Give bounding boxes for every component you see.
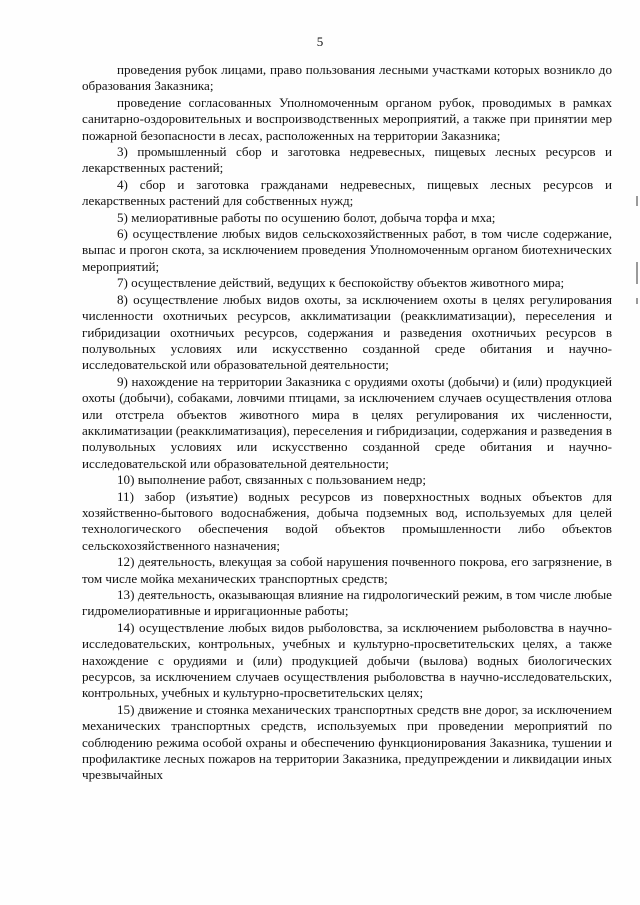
paragraph: 3) промышленный сбор и заготовка недревесных, пищевых лесных ресурсов и лекарственных растений; xyxy=(82,144,612,176)
paragraph: 4) сбор и заготовка гражданами недревесных, пищевых лесных ресурсов и лекарственных растений для собственных нужд; xyxy=(82,176,612,209)
paragraph: 13) деятельность, оказывающая влияние на гидрологический режим, в том числе любые гидромелиоративные и ирригационные работы; xyxy=(82,587,612,619)
paragraph: 8) осуществление любых видов охоты, за исключением охоты в целях регулирования численности охотничьих ресурсов, акклиматизации (реакклиматизации), переселения и гибридизации охотничьих ресурсов, содержания и разведения охотничьих ресурсов в полувольных условиях или искусственно созданной среде обитания и научно-исследовательской или образовательной деятельности; xyxy=(82,291,612,373)
paragraph: 14) осуществление любых видов рыболовства, за исключением рыболовства в научно-исследовательских, контрольных, учебных и культурно-просветительских целях, а также нахождение с орудиями и (или) продукцией добычи (вылова) водных биологических ресурсов, за исключением случаев осуществления рыболовства в научно-исследовательских, контрольных, учебных и культурно-просветительских целях; xyxy=(82,619,612,701)
scan-edge-mark xyxy=(636,262,638,284)
paragraph: 11) забор (изъятие) водных ресурсов из поверхностных водных объектов для хозяйственно-бытового водоснабжения, добыча подземных вод, используемых для целей технологического обеспечения водой объектов промышленности либо объектов сельскохозяйственного назначения; xyxy=(82,488,612,553)
paragraph: 10) выполнение работ, связанных с пользованием недр; xyxy=(117,472,426,488)
paragraph: проведения рубок лицами, право пользования лесными участками которых возникло до образования Заказника; xyxy=(82,62,612,94)
paragraph: 6) осуществление любых видов сельскохозяйственных работ, в том числе содержание, выпас и прогон скота, за исключением проведения Уполномоченным органом биотехнических мероприятий; xyxy=(82,226,612,274)
paragraph: 15) движение и стоянка механических транспортных средств вне дорог, за исключением механических транспортных средств, используемых при проведении мероприятий по соблюдению режима особой охраны и обеспечению функционирования Заказника, тушении и профилактике лесных пожаров на территории Заказника, предупреждении и ликвидации иных чрезвычайных xyxy=(82,701,612,783)
scan-edge-mark xyxy=(636,298,638,304)
scan-edge-mark xyxy=(636,196,638,206)
paragraph: 5) мелиоративные работы по осушению болот, добыча торфа и мха; xyxy=(117,209,496,225)
paragraph: 9) нахождение на территории Заказника с орудиями охоты (добычи) и (или) продукцией охоты (добычи), собаками, ловчими птицами, за исключением случаев осуществления отлова или отстрела объектов животного мира в целях регулирования их численности, акклиматизации (реакклиматизация), переселения и гибридизации, содержания и разведения в полувольных условиях или искусственно созданной среде обитания и научно-исследовательской или образовательной деятельности; xyxy=(82,373,612,471)
page-number: 5 xyxy=(316,34,324,49)
paragraph: проведение согласованных Уполномоченным органом рубок, проводимых в рамках санитарно-оздоровительных и воспроизводственных мероприятий, а также при принятии мер пожарной безопасности в лесах, расположенных на территории Заказника; xyxy=(82,94,612,143)
paragraph: 12) деятельность, влекущая за собой нарушения почвенного покрова, его загрязнение, в том числе мойка механических транспортных средств; xyxy=(82,554,612,586)
paragraph: 7) осуществление действий, ведущих к беспокойству объектов животного мира; xyxy=(117,275,565,291)
document-body xyxy=(82,62,612,784)
